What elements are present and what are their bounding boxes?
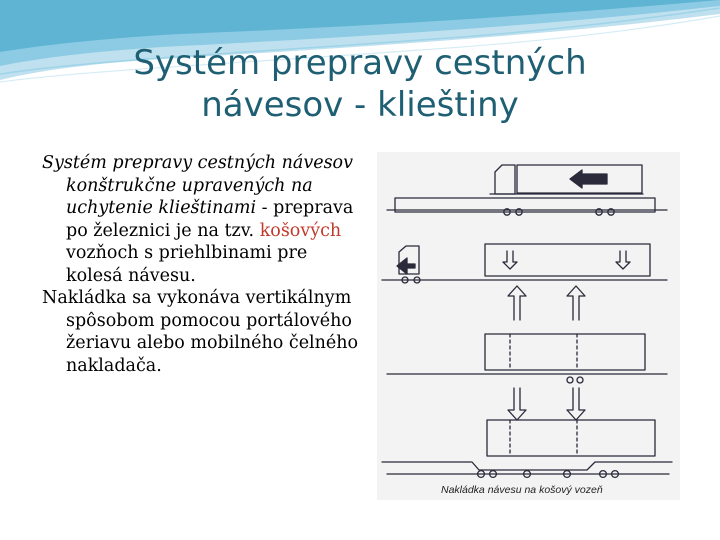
- figure-caption: Nakládka návesu na košový vozeň: [441, 484, 603, 496]
- loading-diagram-drawing: [377, 152, 680, 500]
- paragraph-1: [42, 152, 362, 287]
- loading-diagram: [377, 152, 680, 500]
- stage-2-trailer: [382, 244, 667, 283]
- paragraph-1-text-a: - preprava po železnici je na tzv.: [66, 198, 354, 241]
- paragraph-1-italic: Systém prepravy cestných návesov konštrukčne upravených na uchytenie klieštinami: [42, 153, 353, 218]
- highlight-kosovych: košových: [259, 220, 342, 241]
- stage-3-lift: [387, 286, 667, 383]
- paragraph-2: Nakládka sa vykonáva vertikálnym spôsobom pomocou portálového žeriavu alebo mobilného čelného nakladača.: [42, 288, 359, 376]
- stage-1-arrow: [570, 170, 607, 188]
- body-text: [42, 152, 362, 377]
- title-line-1: Systém prepravy cestných: [133, 43, 587, 83]
- slide-title: [60, 42, 660, 126]
- stage-4-lower: [382, 388, 672, 477]
- stage-1-flatcar: [387, 198, 667, 215]
- stage-1-truck: [490, 165, 643, 194]
- title-line-2: návesov - klieštiny: [201, 85, 519, 125]
- paragraph-1-text-b: vozňoch s priehlbinami pre kolesá návesu.: [66, 243, 308, 286]
